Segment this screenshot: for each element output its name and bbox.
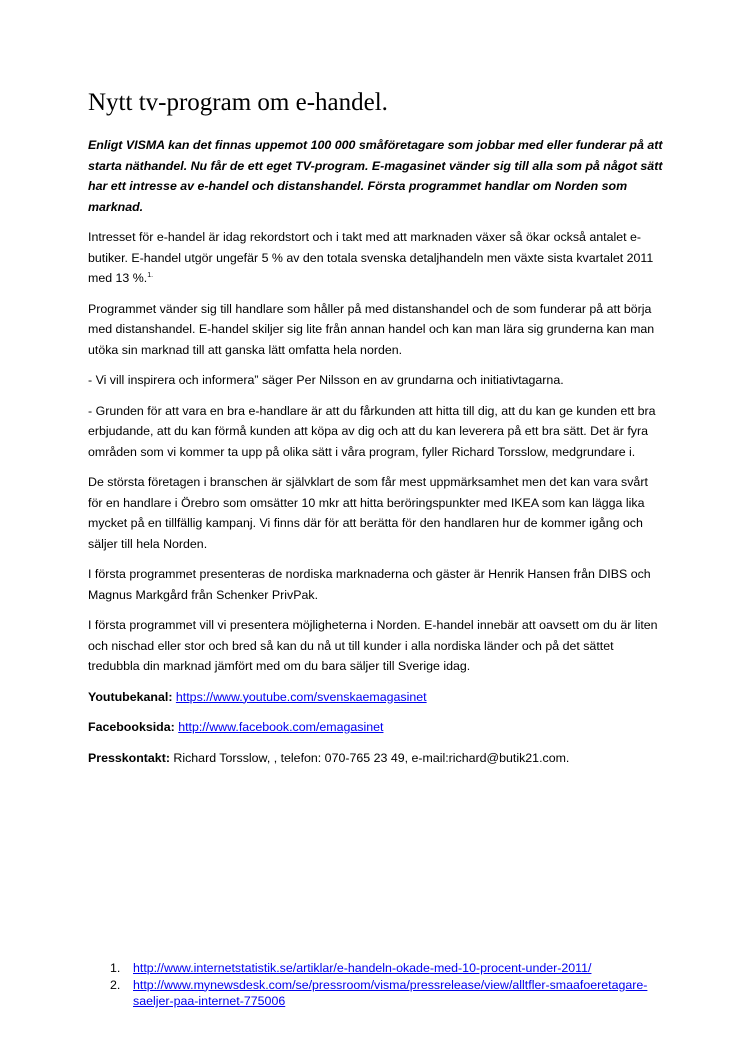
- press-contact-details: Richard Torsslow, , telefon: 070-765 23 49, e-mail:richard@butik21.com.: [169, 750, 570, 765]
- youtube-label: Youtubekanal:: [88, 689, 173, 704]
- paragraph-nordic-opportunities: I första programmet vill vi presentera möjligheterna i Norden. E-handel innebär att oavsett om du är liten och nischad eller stor och bred så kan du nå ut till kunder i alla nordiska länder och på det sättet tredubbla din marknad jämfört med om du bara säljer till Sverige idag.: [88, 618, 658, 673]
- footnotes-list: [88, 960, 663, 1010]
- footnote-link[interactable]: http://www.mynewsdesk.com/se/pressroom/visma/pressrelease/view/alltfler-smaafoeretagare-saeljer-paa-internet-775006: [133, 977, 648, 1008]
- paragraph-first-program-guests: I första programmet presenteras de nordiska marknaderna och gäster är Henrik Hansen från DIBS och Magnus Markgård från Schenker PrivPak.: [88, 567, 651, 602]
- press-contact-line: [88, 748, 663, 769]
- article-lede: Enligt VISMA kan det finnas uppemot 100 000 småföretagare som jobbar med eller funderar på att starta näthandel. Nu får de ett eget TV-program. E-magasinet vänder sig till alla som på något sätt har ett intresse av e-handel och distanshandel. Första programmet handlar om Norden som marknad.: [88, 138, 663, 214]
- footnote-item: [88, 960, 663, 977]
- paragraph-audience: Programmet vänder sig till handlare som håller på med distanshandel och de som funderar på att börja med distanshandel. E-handel skiljer sig lite från annan handel och kan man lära sig grunderna kan man utöka sin marknad till att ganska lätt omfatta hela norden.: [88, 301, 655, 357]
- paragraph-quote-richard-torsslow: - Grunden för att vara en bra e-handlare är att du fårkunden att hitta till dig, att du kan ge kunden ett bra erbjudande, att du kan förmå kunden att köpa av dig och att du kan leverera på ett bra sätt. Det är fyra områden som vi kommer ta upp på olika sätt i våra program, fyller Richard Torsslow, medgrundare i.: [88, 403, 656, 459]
- paragraph-small-retailers: De största företagen i branschen är självklart de som får mest uppmärksamhet men det kan vara svårt för en handlare i Örebro som omsätter 10 mkr att hitta beröringspunkter med IKEA som kan lägga lika mycket på en tillfällig kampanj. Vi finns där för att berätta för den handlaren hur de kommer igång och säljer till hela Norden.: [88, 475, 648, 551]
- press-contact-label: Presskontakt:: [88, 750, 170, 765]
- footnote-number: 2.: [110, 977, 121, 992]
- facebook-link[interactable]: http://www.facebook.com/emagasinet: [178, 720, 384, 734]
- youtube-line: [88, 687, 663, 708]
- paragraph-market-growth: [88, 227, 663, 289]
- footnote-number: 1.: [110, 961, 121, 975]
- paragraph-market-growth-text: Intresset för e-handel är idag rekordstort och i takt med att marknaden växer så ökar också antalet e-butiker. E-handel utgör ungefär 5 % av den totala svenska detaljhandeln men växte sista kvartalet 2011 med 13 %.: [88, 230, 654, 285]
- youtube-link[interactable]: https://www.youtube.com/svenskaemagasinet: [175, 689, 427, 704]
- footnote-reference: 1.: [147, 271, 154, 279]
- footnote-item: [88, 977, 663, 1010]
- paragraph-quote-per-nilsson: - Vi vill inspirera och informera” säger Per Nilsson en av grundarna och initiativtagarna.: [88, 373, 564, 387]
- article-body: [88, 135, 663, 778]
- footnote-link[interactable]: http://www.internetstatistik.se/artiklar/e-handeln-okade-med-10-procent-under-2011/: [133, 961, 592, 975]
- facebook-line: [88, 717, 663, 738]
- facebook-label: Facebooksida:: [88, 720, 175, 734]
- article-title: Nytt tv-program om e-handel.: [88, 89, 388, 116]
